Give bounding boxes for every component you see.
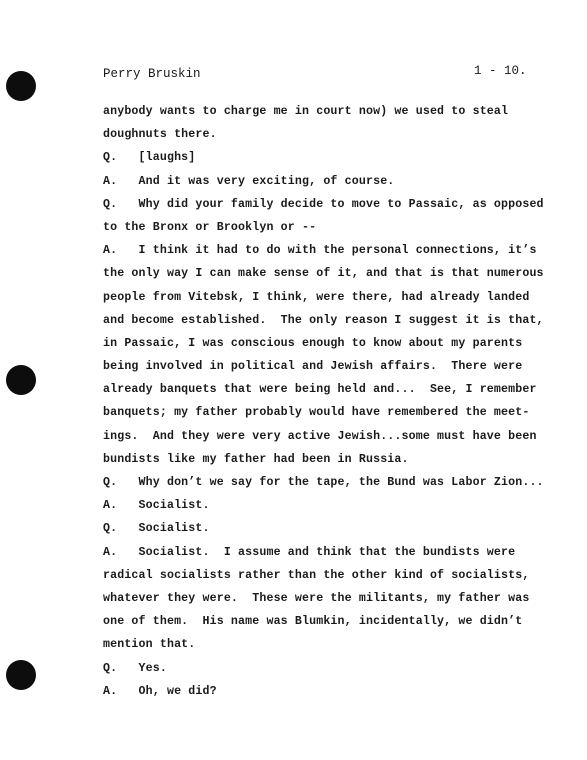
transcript-line: to the Bronx or Brooklyn or -- xyxy=(103,220,317,234)
transcript-line: whatever they were. These were the militants, my father was xyxy=(103,591,530,605)
transcript-line: people from Vitebsk, I think, were there, had already landed xyxy=(103,290,530,304)
transcript-line: A. And it was very exciting, of course. xyxy=(103,174,395,188)
transcript-line: one of them. His name was Blumkin, incidentally, we didn’t xyxy=(103,615,523,629)
transcript-line: A. Socialist. xyxy=(103,499,210,513)
transcript-line: doughnuts there. xyxy=(103,128,217,142)
transcript-body xyxy=(103,100,544,703)
transcript-line: Q. Why did your family decide to move to Passaic, as opposed xyxy=(103,197,544,211)
transcript-line: and become established. The only reason I suggest it is that, xyxy=(103,313,544,327)
transcript-line: A. Socialist. I assume and think that the bundists were xyxy=(103,545,516,559)
transcript-line: Q. Yes. xyxy=(103,661,167,675)
transcript-line: Q. Socialist. xyxy=(103,522,210,536)
transcript-line: radical socialists rather than the other kind of socialists, xyxy=(103,568,530,582)
transcript-line: the only way I can make sense of it, and that is that numerous xyxy=(103,267,544,281)
transcript-line: bundists like my father had been in Russia. xyxy=(103,452,409,466)
header-page-number: 1 - 10. xyxy=(474,64,527,78)
transcript-line: in Passaic, I was conscious enough to know about my parents xyxy=(103,336,523,350)
transcript-line: banquets; my father probably would have remembered the meet- xyxy=(103,406,530,420)
transcript-line: A. Oh, we did? xyxy=(103,684,217,698)
header-interviewee-name: Perry Bruskin xyxy=(103,67,201,81)
binder-hole-bottom xyxy=(6,660,36,690)
transcript-line: A. I think it had to do with the personal connections, it’s xyxy=(103,244,537,258)
transcript-line: anybody wants to charge me in court now) we used to steal xyxy=(103,105,509,118)
binder-hole-top xyxy=(6,71,36,101)
transcript-line: being involved in political and Jewish affairs. There were xyxy=(103,360,523,374)
binder-hole-middle xyxy=(6,365,36,395)
transcript-line: mention that. xyxy=(103,638,196,652)
transcript-line: already banquets that were being held and... See, I remember xyxy=(103,383,537,397)
transcript-line: ings. And they were very active Jewish...some must have been xyxy=(103,429,537,443)
transcript-line: Q. [laughs] xyxy=(103,151,196,165)
transcript-line: Q. Why don’t we say for the tape, the Bund was Labor Zion... xyxy=(103,476,544,489)
